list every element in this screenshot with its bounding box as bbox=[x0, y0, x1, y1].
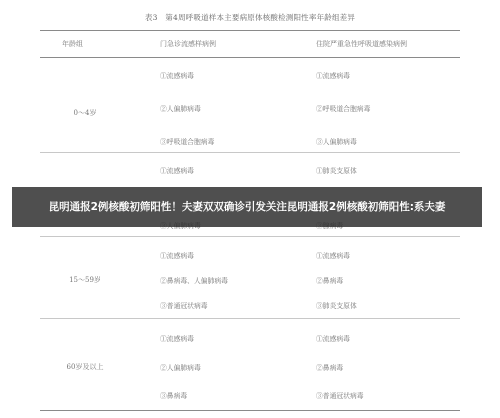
group-divider bbox=[40, 152, 460, 153]
inpatient-item: ②呼吸道合胞病毒 bbox=[316, 105, 371, 113]
outpatient-item: ②人偏肺病毒 bbox=[160, 364, 201, 372]
outpatient-item: ②人偏肺病毒 bbox=[160, 105, 201, 113]
inpatient-item: ③肺炎支原体 bbox=[316, 302, 357, 310]
inpatient-item: ②鼻病毒 bbox=[316, 277, 344, 285]
header-outpatient: 门急诊流感样病例 bbox=[160, 40, 216, 48]
group-divider bbox=[40, 236, 460, 237]
inpatient-item: ①流感病毒 bbox=[316, 72, 350, 80]
inpatient-item: ①流感病毒 bbox=[316, 252, 350, 260]
outpatient-item: ②鼻病毒、人偏肺病毒 bbox=[160, 277, 228, 285]
bottom-rule bbox=[40, 410, 460, 411]
headline-banner bbox=[12, 187, 482, 227]
outpatient-item: ①流感病毒 bbox=[160, 335, 194, 343]
outpatient-item: ①流感病毒 bbox=[160, 72, 194, 80]
header-inpatient: 住院严重急性呼吸道感染病例 bbox=[316, 40, 407, 48]
top-rule bbox=[40, 30, 460, 31]
headline-text: 昆明通报2例核酸初筛阳性！夫妻双双确诊引发关注昆明通报2例核酸初筛阳性:系夫妻 bbox=[48, 201, 446, 213]
group-divider bbox=[40, 318, 460, 319]
inpatient-item: ②鼻病毒 bbox=[316, 364, 344, 372]
inpatient-item: ①肺炎支原体 bbox=[316, 167, 357, 175]
inpatient-item: ①流感病毒 bbox=[316, 335, 350, 343]
outpatient-item: ③呼吸道合胞病毒 bbox=[160, 138, 215, 146]
age-group-label: 60岁及以上 bbox=[66, 363, 104, 371]
outpatient-item: ③普通冠状病毒 bbox=[160, 302, 208, 310]
outpatient-item: ①流感病毒 bbox=[160, 167, 194, 175]
header-rule bbox=[40, 57, 460, 58]
table-caption: 表3 第4周呼吸道样本主要病原体核酸检测阳性率年龄组差异 bbox=[144, 13, 356, 22]
age-group-label: 15～59岁 bbox=[69, 276, 101, 284]
header-age: 年龄组 bbox=[62, 40, 83, 48]
outpatient-item: ①流感病毒 bbox=[160, 252, 194, 260]
outpatient-item: ③鼻病毒 bbox=[160, 392, 188, 400]
inpatient-item: ③普通冠状病毒 bbox=[316, 392, 364, 400]
age-group-label: 0～4岁 bbox=[73, 109, 97, 117]
inpatient-item: ③人偏肺病毒 bbox=[316, 138, 357, 146]
